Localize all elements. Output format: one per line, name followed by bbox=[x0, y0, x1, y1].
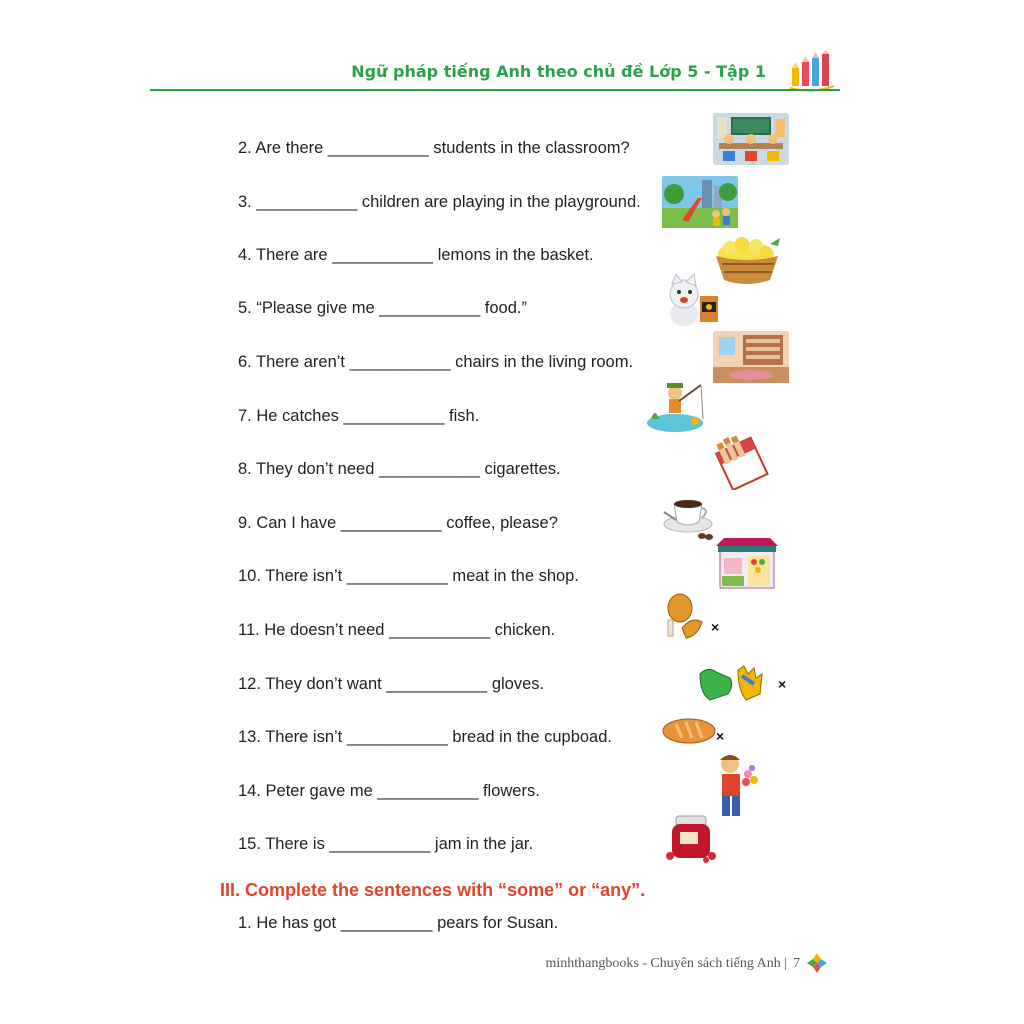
classroom-icon bbox=[713, 113, 789, 165]
footer-text: minhthangbooks - Chuyên sách tiếng Anh | bbox=[545, 956, 787, 971]
question-3: 3. ___________ children are playing in the playground. bbox=[238, 193, 641, 211]
question-7: 7. He catches ___________ fish. bbox=[238, 407, 480, 425]
header-rule bbox=[150, 89, 840, 91]
pencils-icon bbox=[788, 50, 836, 92]
question-5: 5. “Please give me ___________ food.” bbox=[238, 299, 527, 317]
coffee-cup-icon bbox=[662, 494, 716, 542]
question-8: 8. They don’t need ___________ cigarettes. bbox=[238, 460, 561, 478]
page-number: 7 bbox=[793, 956, 800, 971]
cat-food-icon bbox=[664, 274, 720, 328]
question-6: 6. There aren’t ___________ chairs in the living room. bbox=[238, 353, 634, 371]
gloves-icon bbox=[698, 664, 778, 704]
playground-icon bbox=[662, 176, 738, 228]
question-15: 15. There is ___________ jam in the jar. bbox=[238, 835, 534, 853]
question-13: 13. There isn’t ___________ bread in the cupboad. bbox=[238, 728, 612, 746]
footer bbox=[545, 956, 800, 972]
cigarette-pack-icon bbox=[712, 434, 770, 490]
lemon-basket-icon bbox=[712, 234, 784, 286]
living-room-icon bbox=[713, 331, 789, 383]
jam-jar-icon bbox=[664, 812, 720, 864]
question-2: 2. Are there ___________ students in the classroom? bbox=[238, 139, 630, 157]
question-10: 10. There isn’t ___________ meat in the shop. bbox=[238, 567, 579, 585]
publisher-logo-icon bbox=[806, 952, 828, 974]
cross-mark: × bbox=[711, 619, 720, 635]
question-11: 11. He doesn’t need ___________ chicken. bbox=[238, 621, 556, 639]
section-3-question-1: 1. He has got __________ pears for Susan. bbox=[238, 914, 559, 932]
cross-mark: × bbox=[778, 676, 787, 692]
section-3-title: III. Complete the sentences with “some” or “any”. bbox=[220, 880, 646, 900]
fishing-boy-icon bbox=[645, 379, 707, 433]
meat-shop-icon bbox=[716, 536, 778, 590]
page-header-title: Ngữ pháp tiếng Anh theo chủ đề Lớp 5 - Tập 1 bbox=[351, 62, 766, 81]
question-14: 14. Peter gave me ___________ flowers. bbox=[238, 782, 540, 800]
cross-mark: × bbox=[716, 728, 725, 744]
question-9: 9. Can I have ___________ coffee, please? bbox=[238, 514, 558, 532]
question-4: 4. There are ___________ lemons in the basket. bbox=[238, 246, 594, 264]
question-12: 12. They don’t want ___________ gloves. bbox=[238, 675, 545, 693]
bread-icon bbox=[662, 716, 716, 746]
